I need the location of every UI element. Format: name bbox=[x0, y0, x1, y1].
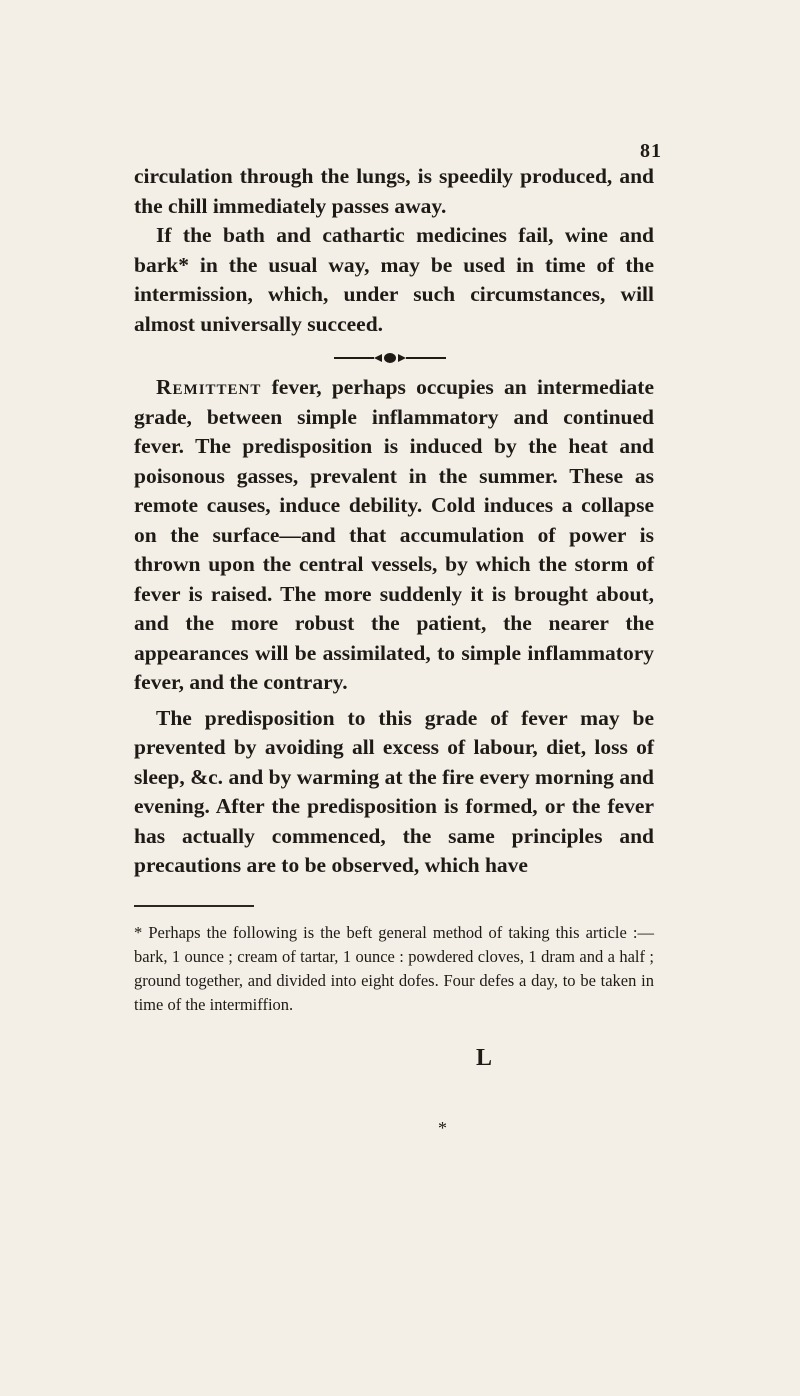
signature-mark: L bbox=[476, 1045, 493, 1071]
page-number: 81 bbox=[640, 140, 662, 162]
paragraph-predisposition: The predisposition to this grade of fever may be prevented by avoiding all excess of labour, diet, loss of sleep, &c. and by warming at the fire every morning and evening. After the predisposition is formed, or the fever has actually commenced, the same principles and precautions are to be observed, which have bbox=[134, 705, 654, 877]
paragraph-bark: If the bath and cathartic medicines fail, wine and bark* in the usual way, may be used in time of the intermission, which, under such circumstances, will almost universally succeed. bbox=[134, 223, 654, 336]
section-divider-ornament bbox=[334, 351, 446, 365]
paragraph-continuation: circulation through the lungs, is speedily produced, and the chill immediately passes away. bbox=[134, 164, 654, 218]
footnote: * Perhaps the following is the beft general method of taking this article :—bark, 1 ounce ; cream of tartar, 1 ounce : powdered cloves, 1 dram and a half ; ground together, and divided into eight dofes. Four defes a day, to be taken in time of the intermiffion. bbox=[134, 922, 654, 1014]
ornament-icon bbox=[334, 351, 446, 365]
section-lead-text: fever, perhaps occupies an intermediate grade, between simple inflammatory and continued fever. The predisposition is induced by the heat and poisonous gasses, prevalent in the summer. These as remote causes, induce debility. Cold induces a collapse on the surface—and that accumulation of power is thrown upon the central vessels, by which the storm of fever is raised. The more suddenly it is brought about, and the more robust the patient, the nearer the appearances will be assimilated, to simple inflammatory fever, and the contrary. bbox=[134, 375, 654, 694]
stray-mark: * bbox=[438, 1118, 447, 1138]
paragraph-remittent bbox=[134, 373, 654, 698]
footnote-rule bbox=[134, 905, 254, 907]
section-lead-word: Remittent bbox=[156, 375, 262, 399]
body-text bbox=[134, 162, 654, 1017]
